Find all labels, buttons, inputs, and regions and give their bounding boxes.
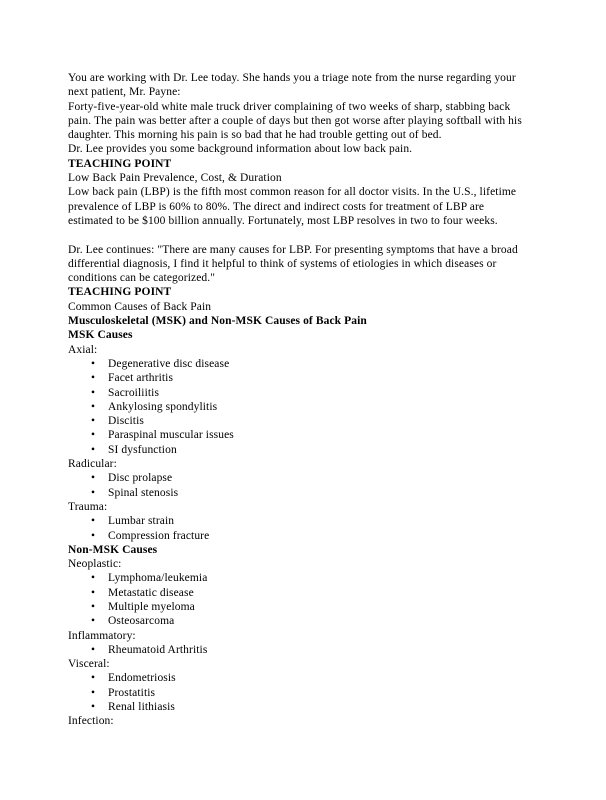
bullet-item <box>68 357 586 371</box>
bullet-text: Sacroiliitis <box>108 386 160 399</box>
bullet-icon: • <box>91 357 96 370</box>
bullet-icon: • <box>91 586 96 599</box>
bullet-icon: • <box>91 443 96 456</box>
text-line: pain. The pain was better after a couple of days but then got worse after playing softball with his <box>68 114 522 127</box>
text-line: differential diagnosis, I find it helpful to think of systems of etiologies in which diseases or <box>68 257 497 270</box>
bullet-text: Discitis <box>108 415 144 428</box>
bullet-icon: • <box>91 472 96 485</box>
bullet-text: Multiple myeloma <box>108 600 195 613</box>
text-line: Forty-five-year-old white male truck driver complaining of two weeks of sharp, stabbing back <box>68 100 511 113</box>
bullet-text: Rheumatoid Arthritis <box>108 643 208 656</box>
bullet-icon: • <box>91 643 96 656</box>
bullet-icon: • <box>91 529 96 542</box>
bullet-icon: • <box>91 429 96 442</box>
bullet-item <box>68 614 586 628</box>
heading-line: Non-MSK Causes <box>68 543 158 556</box>
bullet-icon: • <box>91 486 96 499</box>
text-line: Low back pain (LBP) is the fifth most common reason for all doctor visits. In the U.S., lifetime <box>68 186 517 199</box>
heading-line: Musculoskeletal (MSK) and Non-MSK Causes of Back Pain <box>68 315 367 328</box>
bullet-icon: • <box>91 615 96 628</box>
bullet-text: Paraspinal muscular issues <box>108 429 234 442</box>
bullet-item <box>68 428 586 442</box>
text-line: Radicular: <box>68 458 117 471</box>
bullet-text: Osteosarcoma <box>108 615 175 628</box>
text-line: Dr. Lee continues: "There are many causes for LBP. For presenting symptoms that have a broad <box>68 243 518 256</box>
bullet-icon: • <box>91 372 96 385</box>
bullet-text: SI dysfunction <box>108 443 177 456</box>
bullet-text: Compression fracture <box>108 529 210 542</box>
bullet-item <box>68 371 586 385</box>
bullet-item <box>68 400 586 414</box>
bullet-item <box>68 700 586 714</box>
heading-line: TEACHING POINT <box>68 286 172 299</box>
bullet-text: Prostatitis <box>108 686 156 699</box>
text-line: conditions can be categorized." <box>68 272 216 285</box>
document-content <box>68 71 586 729</box>
bullet-item <box>68 414 586 428</box>
bullet-icon: • <box>91 672 96 685</box>
bullet-icon: • <box>91 572 96 585</box>
bullet-text: Spinal stenosis <box>108 486 179 499</box>
bullet-item <box>68 586 586 600</box>
text-line: Dr. Lee provides you some background information about low back pain. <box>68 143 413 156</box>
bullet-item <box>68 386 586 400</box>
bullet-text: Ankylosing spondylitis <box>108 400 218 413</box>
bullet-icon: • <box>91 400 96 413</box>
bullet-icon: • <box>91 415 96 428</box>
bullet-item <box>68 486 586 500</box>
heading-line: MSK Causes <box>68 329 133 342</box>
bullet-item <box>68 686 586 700</box>
bullet-text: Lumbar strain <box>108 515 175 528</box>
bullet-icon: • <box>91 686 96 699</box>
bullet-icon: • <box>91 600 96 613</box>
bullet-text: Endometriosis <box>108 672 176 685</box>
bullet-icon: • <box>91 386 96 399</box>
bullet-text: Disc prolapse <box>108 472 173 485</box>
heading-line: TEACHING POINT <box>68 157 172 170</box>
text-line: Neoplastic: <box>68 558 122 571</box>
text-line: Infection: <box>68 715 114 728</box>
bullet-text: Renal lithiasis <box>108 701 175 714</box>
bullet-item <box>68 514 586 528</box>
text-line: Axial: <box>68 343 98 356</box>
bullet-text: Metastatic disease <box>108 586 194 599</box>
bullet-item <box>68 671 586 685</box>
bullet-item <box>68 571 586 585</box>
text-line: Visceral: <box>68 658 110 671</box>
text-line: next patient, Mr. Payne: <box>68 86 181 99</box>
bullet-item <box>68 529 586 543</box>
bullet-text: Lymphoma/leukemia <box>108 572 208 585</box>
text-line: You are working with Dr. Lee today. She hands you a triage note from the nurse regarding your <box>68 72 516 84</box>
bullet-item <box>68 443 586 457</box>
text-line: Inflammatory: <box>68 629 136 642</box>
bullet-item <box>68 471 586 485</box>
blank-line <box>68 228 586 242</box>
text-line: Trauma: <box>68 500 108 513</box>
text-line: estimated to be $100 billion annually. Fortunately, most LBP resolves in two to four weeks. <box>68 214 498 227</box>
bullet-text: Degenerative disc disease <box>108 357 230 370</box>
text-line: Low Back Pain Prevalence, Cost, & Duration <box>68 172 282 185</box>
bullet-item <box>68 600 586 614</box>
text-line: daughter. This morning his pain is so bad that he had trouble getting out of bed. <box>68 129 442 142</box>
bullet-icon: • <box>91 701 96 714</box>
text-line: Common Causes of Back Pain <box>68 300 212 313</box>
bullet-icon: • <box>91 515 96 528</box>
bullet-text: Facet arthritis <box>108 372 174 385</box>
text-line: prevalence of LBP is 60% to 80%. The direct and indirect costs for treatment of LBP are <box>68 200 485 213</box>
bullet-item <box>68 643 586 657</box>
